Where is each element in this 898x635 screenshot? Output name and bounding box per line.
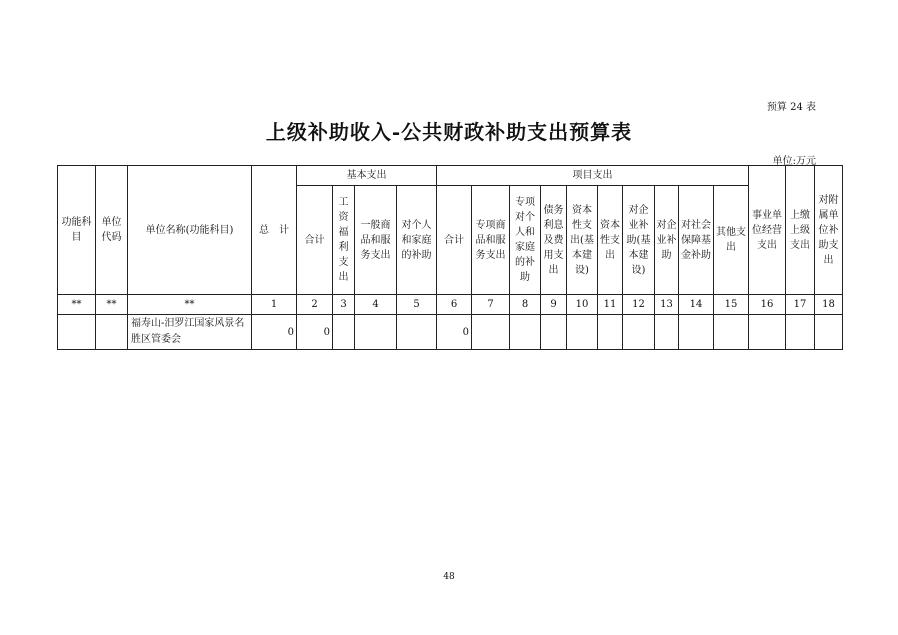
number-cell: 4 bbox=[355, 295, 397, 315]
header-project-col: 对企业补助 bbox=[655, 186, 679, 295]
number-cell: 2 bbox=[297, 295, 333, 315]
header-project-col: 其他支出 bbox=[714, 186, 749, 295]
number-cell: ** bbox=[128, 295, 252, 315]
basic-total-cell: 0 bbox=[297, 315, 333, 350]
page-title: 上级补助收入-公共财政补助支出预算表 bbox=[265, 120, 633, 144]
header-unit-code: 单位代码 bbox=[96, 166, 128, 295]
number-cell: 6 bbox=[437, 295, 472, 315]
number-cell: 11 bbox=[598, 295, 623, 315]
empty-cell bbox=[598, 315, 623, 350]
header-group-basic: 基本支出 bbox=[297, 166, 437, 186]
number-cell: 3 bbox=[333, 295, 355, 315]
number-cell: 14 bbox=[679, 295, 714, 315]
number-cell: 16 bbox=[749, 295, 786, 315]
number-cell: 5 bbox=[397, 295, 437, 315]
number-cell: 7 bbox=[472, 295, 510, 315]
func-subject-cell bbox=[58, 315, 96, 350]
number-cell: 9 bbox=[541, 295, 567, 315]
empty-cell bbox=[714, 315, 749, 350]
form-number: 预算 24 表 bbox=[766, 102, 816, 113]
header-total: 总 计 bbox=[252, 166, 297, 295]
empty-cell bbox=[679, 315, 714, 350]
header-project-col: 资本性支出 bbox=[598, 186, 623, 295]
number-cell: 17 bbox=[786, 295, 815, 315]
unit-code-cell bbox=[96, 315, 128, 350]
empty-cell bbox=[815, 315, 843, 350]
empty-cell bbox=[786, 315, 815, 350]
number-cell: 13 bbox=[655, 295, 679, 315]
number-cell: ** bbox=[96, 295, 128, 315]
unit-label: 单位:万元 bbox=[772, 156, 816, 167]
number-cell: 8 bbox=[510, 295, 541, 315]
empty-cell bbox=[333, 315, 355, 350]
header-superior: 上缴上级支出 bbox=[786, 166, 815, 295]
empty-cell bbox=[355, 315, 397, 350]
project-total-cell: 0 bbox=[437, 315, 472, 350]
header-project-col: 债务利息及费用支出 bbox=[541, 186, 567, 295]
header-project-col: 资本性支出(基本建设) bbox=[567, 186, 598, 295]
number-cell: 18 bbox=[815, 295, 843, 315]
number-cell: 12 bbox=[623, 295, 655, 315]
empty-cell bbox=[472, 315, 510, 350]
table-row bbox=[58, 315, 843, 350]
header-unit-name: 单位名称(功能科目) bbox=[128, 166, 252, 295]
empty-cell bbox=[510, 315, 541, 350]
number-cell: 1 bbox=[252, 295, 297, 315]
budget-table bbox=[57, 165, 843, 350]
header-project-col: 专项对个人和家庭的补助 bbox=[510, 186, 541, 295]
header-project-col: 合计 bbox=[437, 186, 472, 295]
header-group-project: 项目支出 bbox=[437, 166, 749, 186]
header-project-col: 对社会保障基金补助 bbox=[679, 186, 714, 295]
header-business: 事业单位经营支出 bbox=[749, 166, 786, 295]
page-number: 48 bbox=[443, 572, 455, 582]
header-basic-col: 一般商品和服务支出 bbox=[355, 186, 397, 295]
empty-cell bbox=[623, 315, 655, 350]
header-basic-col: 对个人和家庭的补助 bbox=[397, 186, 437, 295]
header-subsidiary: 对附属单位补助支出 bbox=[815, 166, 843, 295]
header-basic-col: 工资福利支出 bbox=[333, 186, 355, 295]
unit-name-cell: 福寿山-汨罗江国家风景名胜区管委会 bbox=[128, 315, 252, 350]
number-cell: ** bbox=[58, 295, 96, 315]
empty-cell bbox=[397, 315, 437, 350]
number-cell: 10 bbox=[567, 295, 598, 315]
header-basic-col: 合计 bbox=[297, 186, 333, 295]
header-project-col: 专项商品和服务支出 bbox=[472, 186, 510, 295]
header-project-col: 对企业补助(基本建设) bbox=[623, 186, 655, 295]
total-cell: 0 bbox=[252, 315, 297, 350]
empty-cell bbox=[655, 315, 679, 350]
header-func-subject: 功能科目 bbox=[58, 166, 96, 295]
empty-cell bbox=[749, 315, 786, 350]
empty-cell bbox=[541, 315, 567, 350]
number-cell: 15 bbox=[714, 295, 749, 315]
empty-cell bbox=[567, 315, 598, 350]
